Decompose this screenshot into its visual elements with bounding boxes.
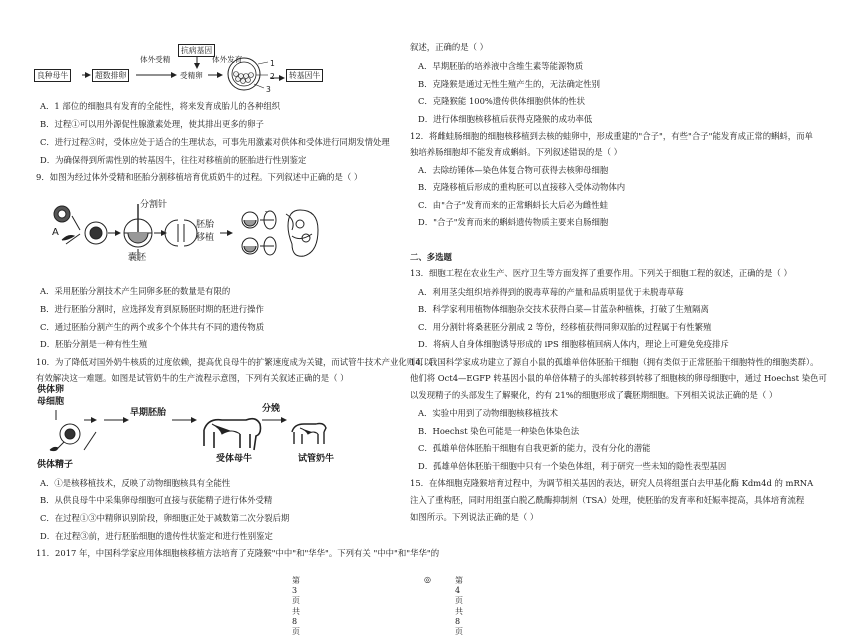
fig10-birth: 分娩 [262, 404, 281, 414]
box-superovulation: 超数排卵 [92, 69, 129, 82]
q12-option-b: B．克隆移植后形成的重构胚可以直接移入受体动物体内 [418, 182, 626, 192]
q10-option-c: C．在过程①③中精卵识别阶段，卵细胞正处于减数第二次分裂后期 [40, 513, 290, 523]
q14-stem-line2: 他们将 Oct4—EGFP 转基因小鼠的单倍体精子的头部转移到转移了细胞核的卵母细胞中，通过 Hoechst 染色可 [410, 373, 827, 383]
q10-option-a: A．①是核移植技术，反映了动物细胞核具有全能性 [40, 478, 231, 488]
q15-stem-line2: 注入了重构胚，同时用组蛋白脱乙酰酶抑制剂（TSA）处理，使胚胎的发育率和妊娠率提高，具体培育流程 [410, 495, 805, 505]
fig10-donor-egg-2: 母细胞 [37, 397, 65, 407]
label-ivf: 体外受精 [140, 55, 171, 64]
box-good-cow: 良种母牛 [34, 69, 71, 82]
q9-option-c: C．通过胚胎分割产生的两个或多个个体共有不同的遗传物质 [40, 322, 265, 332]
label-part-2: 2 [270, 72, 275, 81]
q8-option-c: C．进行过程③时，受体应处于适合的生理状态，可事先用激素对供体和受体进行同期发情处理 [40, 137, 390, 147]
q9-stem: 9．如图为经过体外受精和胚胎分割移植培育优质奶牛的过程。下列叙述中正确的是（ ） [36, 172, 363, 182]
fig10-drawing [0, 0, 340, 470]
q9-option-a: A．采用胚胎分割技术产生同卵多胚的数量是有限的 [40, 286, 231, 296]
fig9-transfer-2: 移植 [196, 233, 215, 243]
q8-option-a: A．1 部位的细胞具有发育的全能性，将来发育成胎儿的各种组织 [40, 101, 281, 111]
box-transgenic-cow: 转基因牛 [286, 69, 323, 82]
fig9-transfer-1: 胚胎 [196, 220, 215, 230]
q13-option-b: B．科学家利用植物体细胞杂交技术获得白菜—甘蓝杂种植株，打破了生殖隔离 [418, 304, 709, 314]
label-part-3: 3 [266, 85, 271, 94]
q14-option-d: D．孤雄单倍体胚胎干细胞中只有一个染色体组，利于研究一些未知的隐性表型基因 [418, 461, 727, 471]
q11-stem: 11．2017 年，中国科学家应用体细胞核移植方法培育了克隆猴"中中"和"华华"。下列有关 "中中"和"华华"的 [36, 548, 440, 558]
fig9-blastocyst: 囊胚 [128, 253, 147, 263]
q12-stem-line1: 12．将雌蛙肠细胞的细胞核移植到去核的蛙卵中，形成重建的"合子"，有些"合子"能发育成正常的蝌蚪，而单 [410, 131, 813, 141]
q15-stem-line3: 如图所示。下列说法正确的是（ ） [410, 512, 539, 522]
q15-stem-line1: 15．在体细胞克隆猴培育过程中，为调节相关基因的表达，研究人员将组蛋白去甲基化酶 Kdm4d 的 mRNA [410, 478, 814, 488]
q8-option-d: D．为确保得到所需性别的转基因牛，往往对移植前的胚胎进行性别鉴定 [40, 155, 307, 165]
q12-option-d: D．"合子"发育而来的蝌蚪遗传物质主要来自肠细胞 [418, 217, 609, 227]
q14-stem-line3: 以发现精子的头部发生了解聚化，约有 21%的细胞形成了囊胚期细胞。下列相关说法正确的是（ ） [410, 390, 778, 400]
q14-option-a: A．实验中用到了动物细胞核移植技术 [418, 408, 559, 418]
fig10-test-tube-calf: 试管奶牛 [298, 454, 335, 464]
label-part-1: 1 [270, 59, 275, 68]
section-multiple-choice: 二、多选题 [410, 252, 452, 262]
q10-option-b: B．从供良母牛中采集卵母细胞可直接与获能精子进行体外受精 [40, 495, 273, 505]
q11-option-c: C．克隆猴能 100%遗传供体细胞供体的性状 [418, 96, 586, 106]
q11-option-b: B．克隆猴是通过无性生殖产生的，无法确定性别 [418, 79, 601, 89]
page-footer-left: 第 3页 共 8页 [292, 576, 300, 636]
q11-option-d: D．进行体细胞核移植后获得克隆猴的成功率低 [418, 114, 593, 124]
q8-option-b: B．过程①可以用外源促性腺激素处理，使其排出更多的卵子 [40, 119, 264, 129]
q10-stem-line2: 有效解决这一难题。如图是试管奶牛的生产流程示意图，下列有关叙述正确的是（ ） [36, 373, 349, 383]
q10-option-d: D．在过程③前，进行胚胎细胞的遗传性状鉴定和进行性别鉴定 [40, 531, 273, 541]
fig10-early-embryo: 早期胚胎 [130, 408, 167, 418]
box-resistance-gene: 抗病基因 [178, 44, 215, 57]
fig10-recipient-cow: 受体母牛 [216, 454, 253, 464]
label-zygote: 受精卵 [180, 71, 203, 80]
q10-stem-line1: 10．为了降低对国外奶牛核质的过度依赖，提高优良母牛的扩繁速度成为关键，而试管牛技术产业化则可以 [36, 357, 432, 367]
label-in-vitro-dev: 体外发育 [212, 55, 243, 64]
fig10-donor-egg-1: 供体卵 [37, 385, 65, 395]
q13-option-c: C．用分割针将桑葚胚分割成 2 等份，经移植获得同卵双胎的过程属于有性繁殖 [418, 322, 712, 332]
q12-stem-line2: 独培养肠细胞却不能发育成蝌蚪。下列叙述错误的是（ ） [410, 147, 623, 157]
q13-option-d: D．将病人自身体细胞诱导形成的 iPS 细胞移植回病人体内，理论上可避免免疫排斥 [418, 339, 729, 349]
q13-stem: 13．细胞工程在农业生产、医疗卫生等方面发挥了重要作用。下列关于细胞工程的叙述，正确的是（ ） [410, 268, 792, 278]
q13-option-a: A．利用茎尖组织培养得到的脱毒草莓的产量和品质明显优于未脱毒草莓 [418, 287, 684, 297]
q14-stem-line1: 14．我国科学家成功建立了源自小鼠的孤雄单倍体胚胎干细胞（拥有类似于正常胚胎干细胞特性的细胞类群）。 [410, 357, 819, 367]
q11-stem-tail: 叙述，正确的是（ ） [410, 42, 489, 52]
q14-option-c: C．孤雄单倍体胚胎干细胞有自我更新的能力，没有分化的潜能 [418, 443, 651, 453]
page-footer-right: 第 4页 共 8页 [455, 576, 463, 636]
fig9-label-a: A [52, 227, 59, 238]
q9-option-b: B．进行胚胎分割时，应选择发育到原肠胚时期的胚进行操作 [40, 304, 264, 314]
q12-option-a: A．去除纺锤体—染色体复合物可获得去核卵母细胞 [418, 165, 609, 175]
q12-option-c: C．由"合子"发育而来的正常蝌蚪长大后必为雌性蛙 [418, 200, 608, 210]
q14-option-b: B．Hoechst 染色可能是一种染色体染色法 [418, 426, 580, 436]
q11-option-a: A．早期胚胎的培养液中含维生素等能源物质 [418, 61, 584, 71]
center-binding-mark: ◎ [424, 575, 431, 584]
fig9-split-needle: 分割针 [140, 200, 168, 210]
q9-option-d: D．胚胎分割是一种有性生殖 [40, 339, 148, 349]
fig10-donor-sperm: 供体精子 [37, 460, 74, 470]
